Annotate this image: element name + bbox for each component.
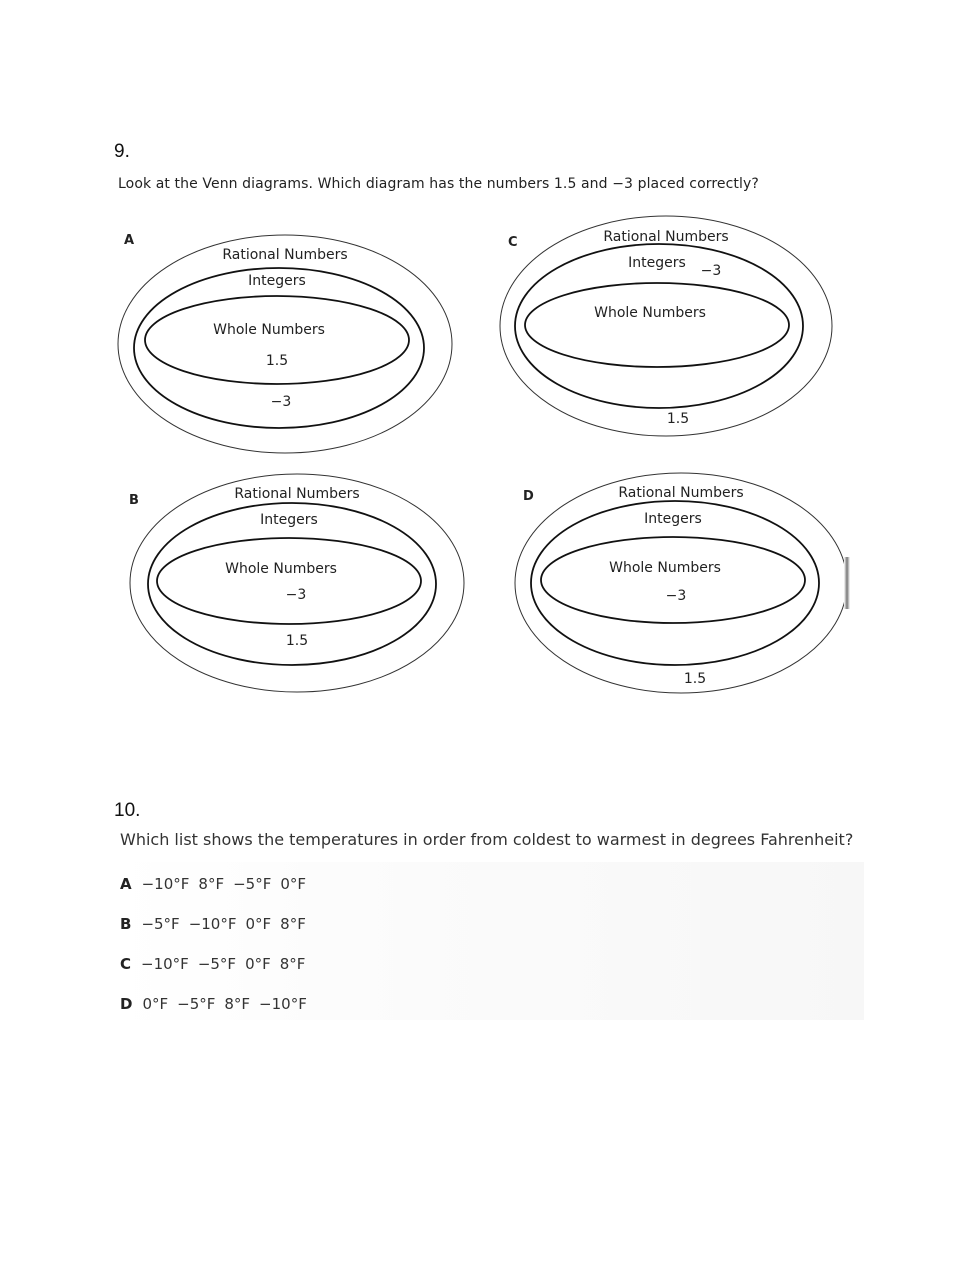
- choice-letter: C: [120, 955, 132, 973]
- venn-diagram-a[interactable]: [118, 233, 452, 453]
- diagram-c-inner-label: Whole Numbers: [594, 305, 706, 321]
- question-9-prompt: Look at the Venn diagrams. Which diagram has the numbers 1.5 and −3 placed correctly?: [118, 176, 759, 192]
- temp-value: 8°F: [198, 875, 225, 893]
- choice-d[interactable]: [120, 995, 316, 1013]
- venn-diagram-c[interactable]: [500, 216, 832, 436]
- temp-value: −5°F: [197, 955, 237, 973]
- temp-value: −5°F: [233, 875, 272, 893]
- diagram-a-middle-value: −3: [270, 394, 292, 410]
- diagram-c-outer-value: 1.5: [666, 411, 690, 427]
- question-10-number: 10.: [114, 800, 141, 821]
- diagram-c-whole-ellipse: [525, 283, 789, 367]
- diagram-b-inner-label: Whole Numbers: [225, 561, 337, 577]
- diagram-a-letter: A: [124, 233, 135, 248]
- diagram-b-rational-ellipse: [130, 474, 464, 692]
- temp-value: 8°F: [280, 915, 306, 933]
- temp-value: −10°F: [188, 915, 237, 933]
- diagram-b-inner-value: −3: [285, 587, 307, 603]
- choice-letter: A: [120, 875, 132, 893]
- question-9-number: 9.: [114, 141, 130, 162]
- choice-a[interactable]: [120, 875, 315, 893]
- diagram-b-letter: B: [129, 493, 139, 508]
- diagram-b-middle-label: Integers: [260, 512, 318, 528]
- temp-value: −5°F: [177, 995, 216, 1013]
- diagram-a-inner-value: 1.5: [265, 353, 289, 369]
- temp-value: 0°F: [245, 915, 272, 933]
- temp-value: −5°F: [141, 915, 180, 933]
- answer-choices: [114, 862, 864, 1020]
- diagram-d-outer-label: Rational Numbers: [618, 485, 744, 501]
- diagram-c-rational-ellipse: [500, 216, 832, 436]
- choice-c[interactable]: [120, 955, 314, 973]
- diagram-c-letter: C: [508, 235, 518, 250]
- venn-diagram-b[interactable]: [129, 474, 464, 692]
- temp-value: 8°F: [224, 995, 251, 1013]
- diagram-a-outer-label: Rational Numbers: [222, 247, 348, 263]
- temp-value: 0°F: [245, 955, 271, 973]
- temp-value: −10°F: [141, 955, 189, 973]
- venn-diagram-d[interactable]: [515, 473, 847, 693]
- temp-value: 0°F: [280, 875, 306, 893]
- diagram-b-outer-label: Rational Numbers: [234, 486, 360, 502]
- diagram-b-middle-value: 1.5: [285, 633, 309, 649]
- choice-letter: D: [120, 995, 133, 1013]
- temp-value: −10°F: [259, 995, 307, 1013]
- diagram-c-middle-value: −3: [700, 263, 722, 279]
- diagram-d-outer-value: 1.5: [683, 671, 707, 687]
- scan-shadow: [844, 557, 850, 609]
- diagram-a-whole-ellipse: [145, 296, 409, 384]
- temp-value: 8°F: [279, 955, 306, 973]
- choice-b[interactable]: [120, 915, 315, 933]
- choice-letter: B: [120, 915, 132, 933]
- diagram-c-outer-label: Rational Numbers: [603, 229, 729, 245]
- diagram-d-rational-ellipse: [515, 473, 847, 693]
- diagram-d-inner-value: −3: [665, 588, 687, 604]
- temp-value: 0°F: [142, 995, 169, 1013]
- diagram-a-middle-label: Integers: [248, 273, 306, 289]
- diagram-d-inner-label: Whole Numbers: [609, 560, 721, 576]
- diagram-a-inner-label: Whole Numbers: [213, 322, 325, 338]
- diagram-c-middle-label: Integers: [628, 255, 686, 271]
- diagram-d-letter: D: [523, 489, 534, 504]
- diagram-d-middle-label: Integers: [644, 511, 702, 527]
- temp-value: −10°F: [141, 875, 190, 893]
- question-10-prompt: Which list shows the temperatures in order from coldest to warmest in degrees Fahrenheit?: [120, 830, 854, 849]
- diagram-d-whole-ellipse: [541, 537, 805, 623]
- diagram-b-whole-ellipse: [157, 538, 421, 624]
